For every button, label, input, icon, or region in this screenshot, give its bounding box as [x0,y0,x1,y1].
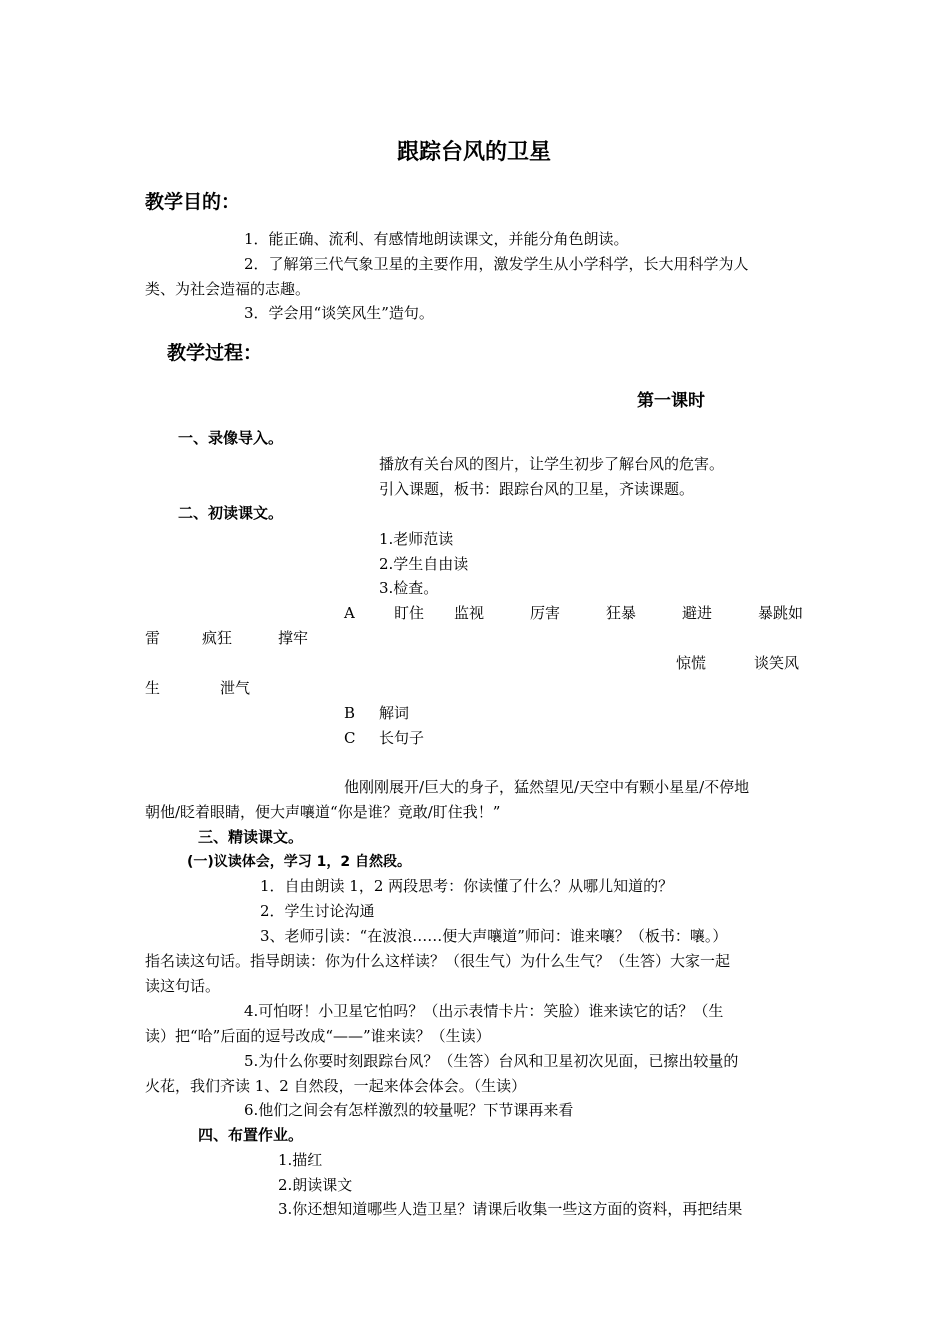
label-c: C [344,729,356,747]
section-1-line-2: 引入课题，板书：跟踪台风的卫星，齐读课题。 [379,480,695,498]
vocab-word: 避进 [682,604,713,622]
section-3-heading: 三、精读课文。 [198,828,304,846]
lesson-heading: 第一课时 [637,391,705,411]
section-3-line-3b: 指名读这句话。指导朗读：你为什么这样读？（很生气）为什么生气？（生答）大家一起 [145,952,731,970]
goals-heading: 教学目的： [145,191,241,213]
section-3-line-4b: 读）把“哈”后面的逗号改成“——”谁来读？（生读） [145,1027,491,1045]
vocab-word: 撑牢 [278,629,309,647]
vocab-word: 厉害 [530,604,561,622]
label-b-text: 解词 [379,704,410,722]
section-3-line-5a: 5.为什么你要时刻跟踪台风？（生答）台风和卫星初次见面，已擦出较量的 [244,1052,739,1070]
vocab-word: 雷 [145,629,161,647]
goal-item-3: 3．学会用“谈笑风生”造句。 [244,304,434,322]
section-3-line-3c: 读这句话。 [145,977,221,995]
long-sentence-line-1: 他刚刚展开/巨大的身子，猛然望见/天空中有颗小星星/不停地 [344,778,750,796]
section-3-line-2: 2．学生讨论沟通 [260,902,375,920]
section-3-subheading: (一)议读体会，学习 1，2 自然段。 [187,854,412,870]
label-b: B [344,704,356,722]
vocab-label-a: A [344,604,355,622]
section-3-line-6: 6.他们之间会有怎样激烈的较量呢？下节课再来看 [244,1101,574,1119]
goal-item-2: 2．了解第三代气象卫星的主要作用，激发学生从小学科学，长大用科学为人 [244,255,749,273]
homework-item-3: 3.你还想知道哪些人造卫星？请课后收集一些这方面的资料，再把结果 [278,1200,743,1218]
goal-item-1: 1．能正确、流利、有感情地朗读课文，并能分角色朗读。 [244,230,629,248]
vocab-word: 泄气 [220,679,251,697]
vocab-word: 狂暴 [606,604,637,622]
section-2-heading: 二、初读课文。 [178,504,284,522]
section-2-step-1: 1.老师范读 [379,530,454,548]
vocab-word: 监视 [454,604,485,622]
label-c-text: 长句子 [379,729,425,747]
vocab-word: 暴跳如 [758,604,804,622]
process-heading: 教学过程： [167,342,263,364]
vocab-word: 生 [145,679,161,697]
homework-item-2: 2.朗读课文 [278,1176,353,1194]
vocab-word: 盯住 [394,604,425,622]
section-3-line-5b: 火花，我们齐读 1、2 自然段，一起来体会体会。（生读） [145,1077,527,1095]
vocab-word: 谈笑风 [754,654,800,672]
goal-item-2-cont: 类、为社会造福的志趣。 [145,280,311,298]
vocab-word: 疯狂 [202,629,233,647]
section-3-line-1: 1．自由朗读 1，2 两段思考：你读懂了什么？从哪儿知道的？ [260,877,674,895]
section-3-line-3a: 3、老师引读：“在波浪……便大声嚷道”师问：谁来嚷？（板书：嚷。） [260,927,728,945]
section-1-line-1: 播放有关台风的图片，让学生初步了解台风的危害。 [379,455,725,473]
section-1-heading: 一、录像导入。 [178,429,284,447]
page-title: 跟踪台风的卫星 [397,140,552,165]
vocab-word: 惊慌 [676,654,707,672]
homework-item-1: 1.描红 [278,1151,323,1169]
section-2-step-3: 3.检查。 [379,579,439,597]
section-2-step-2: 2.学生自由读 [379,555,469,573]
section-4-heading: 四、布置作业。 [198,1126,304,1144]
section-3-line-4a: 4.可怕呀！小卫星它怕吗？（出示表情卡片：笑脸）谁来读它的话？（生 [244,1002,724,1020]
long-sentence-line-2: 朝他/眨着眼睛，便大声嚷道“你是谁？竟敢/盯住我！” [145,803,501,821]
